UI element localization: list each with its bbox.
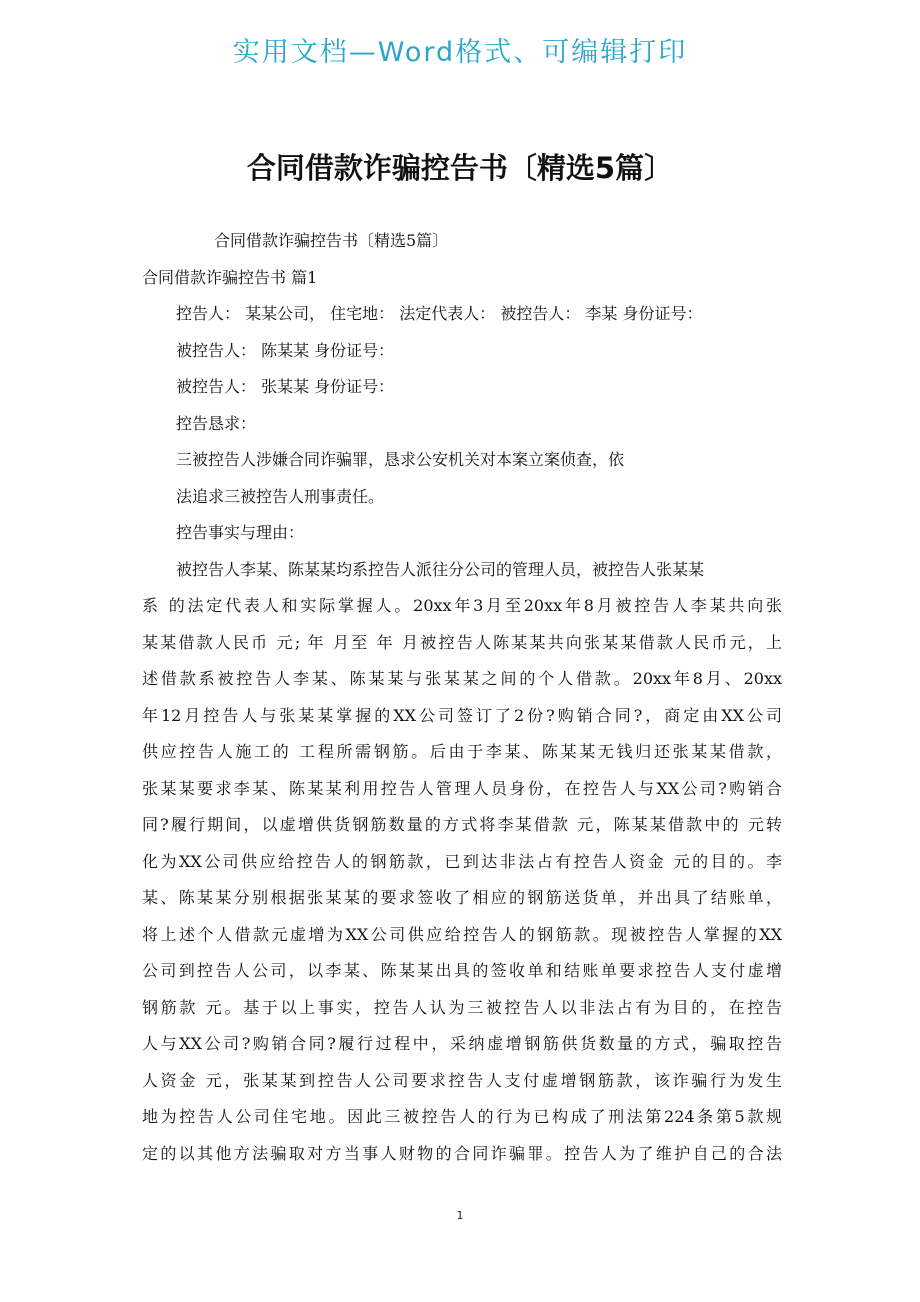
document-subtitle: 合同借款诈骗控告书〔精选5篇〕 <box>214 231 449 250</box>
document-banner: 实用文档—Word格式、可编辑打印 <box>232 37 688 68</box>
paragraph-line: 定的以其他方法骗取对方当事人财物的合同诈骗罪。控告人为了维护自己的合法 <box>142 1143 782 1163</box>
paragraph-line: 系 的法定代表人和实际掌握人。20xx年3月至20xx年8月被控告人李某共向张 <box>142 596 782 615</box>
paragraph-line: 公司到控告人公司，以李某、陈某某出具的签收单和结账单要求控告人支付虚增 <box>142 961 782 980</box>
paragraph-line: 被控告人李某、陈某某均系控告人派往分公司的管理人员，被控告人张某某 <box>176 559 705 579</box>
paragraph-line: 某、陈某某分别根据张某某的要求签收了相应的钢筋送货单，并出具了结账单， <box>142 888 782 907</box>
document-body <box>142 223 782 1172</box>
page-number: 1 <box>456 1209 464 1222</box>
paragraph-line: 同?履行期间，以虚增供货钢筋数量的方式将李某借款 元，陈某某借款中的 元转 <box>142 815 782 834</box>
paragraph-line: 述借款系被控告人李某、陈某某与张某某之间的个人借款。20xx年8月、20xx <box>142 669 782 688</box>
paragraph-line: 将上述个人借款元虚增为XX公司供应给控告人的钢筋款。现被控告人掌握的XX <box>142 924 782 944</box>
paragraph-line: 供应控告人施工的 工程所需钢筋。后由于李某、陈某某无钱归还张某某借款， <box>142 742 782 761</box>
facts-heading: 控告事实与理由： <box>176 523 305 542</box>
paragraph-line: 年12月控告人与张某某掌握的XX公司签订了2份?购销合同?，商定由XX公司 <box>142 705 782 725</box>
document-title: 合同借款诈骗控告书〔精选5篇〕 <box>246 151 674 185</box>
complainant-line: 控告人： 某某公司， 住宅地： 法定代表人： 被控告人： 李某 身份证号： <box>176 304 703 323</box>
defendant-line-zhang: 被控告人： 张某某 身份证号： <box>176 377 395 396</box>
paragraph-line: 化为XX公司供应给控告人的钢筋款，已到达非法占有控告人资金 元的目的。李 <box>142 851 782 871</box>
paragraph-line: 人资金 元，张某某到控告人公司要求控告人支付虚增钢筋款，该诈骗行为发生 <box>142 1070 782 1090</box>
section-heading: 合同借款诈骗控告书 篇1 <box>142 267 318 287</box>
paragraph-line: 地为控告人公司住宅地。因此三被控告人的行为已构成了刑法第224条第5款规 <box>142 1107 782 1126</box>
defendant-line-chen: 被控告人： 陈某某 身份证号： <box>176 340 395 360</box>
request-heading: 控告恳求： <box>176 413 257 433</box>
request-text-line: 三被控告人涉嫌合同诈骗罪，恳求公安机关对本案立案侦查，依 <box>176 450 625 469</box>
paragraph-line: 人与XX公司?购销合同?履行过程中，采纳虚增钢筋供货数量的方式，骗取控告 <box>142 1034 782 1053</box>
request-text-line: 法追求三被控告人刑事责任。 <box>176 486 385 506</box>
paragraph-line: 张某某要求李某、陈某某利用控告人管理人员身份，在控告人与XX公司?购销合 <box>142 778 782 798</box>
paragraph-line: 钢筋款 元。基于以上事实，控告人认为三被控告人以非法占有为目的，在控告 <box>142 997 782 1017</box>
paragraph-line: 某某借款人民币 元; 年 月至 年 月被控告人陈某某共向张某某借款人民币元，上 <box>142 632 782 652</box>
